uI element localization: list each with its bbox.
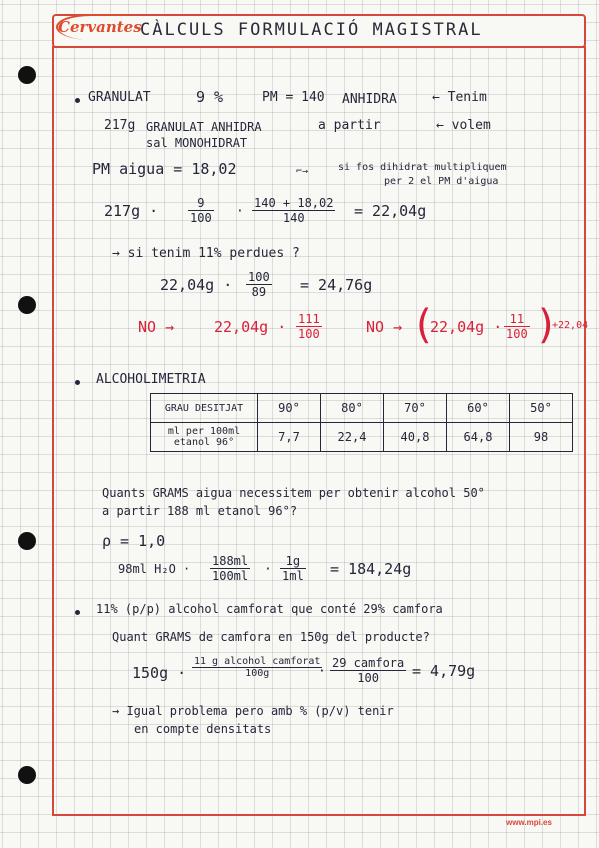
binder-hole bbox=[18, 66, 36, 84]
brand-logo: Cervantes bbox=[58, 18, 142, 36]
fraction-denominator: 100 bbox=[506, 327, 528, 341]
calc4-fraction-2 bbox=[330, 656, 406, 685]
fraction-numerator: 29 camfora bbox=[332, 656, 405, 670]
value-cell: 40,8 bbox=[384, 423, 447, 452]
calc4-result: = 4,79g bbox=[412, 662, 476, 680]
calc2-fraction bbox=[246, 270, 272, 299]
fraction-numerator: 100 bbox=[248, 270, 270, 284]
alcohol-dilution-table bbox=[150, 393, 573, 452]
fraction-numerator: 1g bbox=[285, 554, 301, 568]
fraction-denominator: 1ml bbox=[282, 569, 304, 583]
wrong-approach-1-start: 22,04g · bbox=[214, 318, 287, 336]
wrong-approach-1-fraction bbox=[296, 312, 322, 341]
bullet-point bbox=[75, 610, 80, 615]
tenim-note: ← Tenim bbox=[432, 90, 487, 105]
volem-note: ← volem bbox=[436, 118, 491, 133]
calc2-result: = 24,76g bbox=[300, 276, 373, 294]
table-header-cell: GRAU DESITJAT bbox=[151, 394, 258, 423]
binder-hole bbox=[18, 766, 36, 784]
density-value: ρ = 1,0 bbox=[102, 532, 166, 550]
fraction-numerator: 111 bbox=[298, 312, 320, 326]
row-label-line1: ml per 100ml bbox=[167, 426, 241, 437]
camfora-statement: 11% (p/p) alcohol camforat que conté 29% camfora bbox=[96, 602, 443, 616]
value-cell: 98 bbox=[510, 423, 573, 452]
camfora-question: Quant GRAMS de camfora en 150g del producte? bbox=[112, 630, 430, 644]
fraction-denominator: 100 bbox=[190, 211, 212, 225]
granulat-label: GRANULAT bbox=[88, 90, 151, 105]
binder-hole bbox=[18, 532, 36, 550]
fraction-denominator: 140 bbox=[252, 210, 335, 225]
section-heading-alcoholimetria: ALCOHOLIMETRIA bbox=[96, 372, 206, 387]
wrong-approach-2-label: NO → bbox=[366, 318, 403, 336]
table-row bbox=[151, 394, 573, 423]
fraction-denominator: 100ml bbox=[212, 569, 249, 583]
fraction-denominator: 89 bbox=[246, 284, 272, 299]
calc1-fraction-1 bbox=[188, 196, 214, 225]
question-water-line2: a partir 188 ml etanol 96°? bbox=[102, 504, 298, 518]
monohidrat-label: sal MONOHIDRAT bbox=[146, 136, 248, 150]
fraction-denominator: 100g bbox=[192, 667, 322, 679]
binder-hole bbox=[18, 296, 36, 314]
pm-value: PM = 140 bbox=[262, 90, 325, 105]
wrong-approach-2-fraction bbox=[504, 312, 530, 341]
pm-aigua: PM aigua = 18,02 bbox=[92, 160, 237, 178]
bullet-point bbox=[75, 98, 80, 103]
fraction-denominator: 100 bbox=[330, 670, 406, 685]
grade-cell: 90° bbox=[258, 394, 321, 423]
calc1-result: = 22,04g bbox=[354, 202, 427, 220]
value-cell: 64,8 bbox=[447, 423, 510, 452]
dihidrat-note-line1: si fos dihidrat multipliquem bbox=[338, 162, 507, 173]
fraction-numerator: 11 bbox=[509, 312, 525, 326]
dihidrat-note-line2: per 2 el PM d'aigua bbox=[384, 176, 499, 187]
calc3-fraction-1 bbox=[210, 554, 250, 583]
fraction-numerator: 11 g alcohol camforat bbox=[194, 656, 321, 667]
page-title: CÀLCULS FORMULACIÓ MAGISTRAL bbox=[140, 20, 483, 40]
close-paren: ) bbox=[538, 302, 554, 348]
wrong-approach-2-tail: +22,04 bbox=[552, 320, 589, 331]
granulat-anhidra-label: GRANULAT ANHIDRA bbox=[146, 120, 262, 134]
fraction-numerator: 9 bbox=[197, 196, 205, 210]
density-note-line2: en compte densitats bbox=[134, 722, 272, 736]
value-cell: 22,4 bbox=[321, 423, 384, 452]
granulat-percent: 9 % bbox=[196, 88, 224, 106]
calc1-start: 217g · bbox=[104, 202, 159, 220]
wrong-approach-1-label: NO → bbox=[138, 318, 175, 336]
bracket-arrow: ⌐→ bbox=[296, 166, 309, 177]
grade-cell: 70° bbox=[384, 394, 447, 423]
table-row bbox=[151, 423, 573, 452]
fraction-numerator: 188ml bbox=[212, 554, 249, 568]
bullet-point bbox=[75, 380, 80, 385]
a-partir-label: a partir bbox=[318, 118, 381, 133]
open-paren: ( bbox=[416, 302, 432, 348]
value-cell: 7,7 bbox=[258, 423, 321, 452]
fraction-denominator: 100 bbox=[298, 327, 320, 341]
grade-cell: 60° bbox=[447, 394, 510, 423]
calc4-fraction-1 bbox=[192, 656, 322, 679]
density-note-line1: → Igual problema pero amb % (p/v) tenir bbox=[112, 704, 394, 718]
multiply-dot: · bbox=[236, 204, 244, 219]
calc2-start: 22,04g · bbox=[160, 276, 233, 294]
row-label-line2: etanol 96° bbox=[173, 437, 235, 448]
grade-cell: 50° bbox=[510, 394, 573, 423]
calc3-start: 98ml H₂O · bbox=[118, 562, 191, 576]
amount-217g: 217g bbox=[104, 118, 136, 133]
multiply-dot: · bbox=[264, 562, 272, 577]
calc1-fraction-2 bbox=[252, 196, 335, 225]
calc3-fraction-2 bbox=[280, 554, 306, 583]
grade-cell: 80° bbox=[321, 394, 384, 423]
question-water-line1: Quants GRAMS aigua necessitem per obtenir alcohol 50° bbox=[102, 486, 485, 500]
calc3-result: = 184,24g bbox=[330, 560, 412, 578]
table-header-cell bbox=[151, 423, 258, 452]
multiply-dot: · bbox=[318, 664, 326, 679]
question-losses: → si tenim 11% perdues ? bbox=[112, 246, 300, 261]
anhidra-label: ANHIDRA bbox=[342, 92, 397, 107]
footer-url: www.mpi.es bbox=[506, 818, 552, 827]
fraction-numerator: 140 + 18,02 bbox=[254, 196, 334, 210]
calc4-start: 150g · bbox=[132, 664, 187, 682]
wrong-approach-2-start: 22,04g · bbox=[430, 318, 503, 336]
